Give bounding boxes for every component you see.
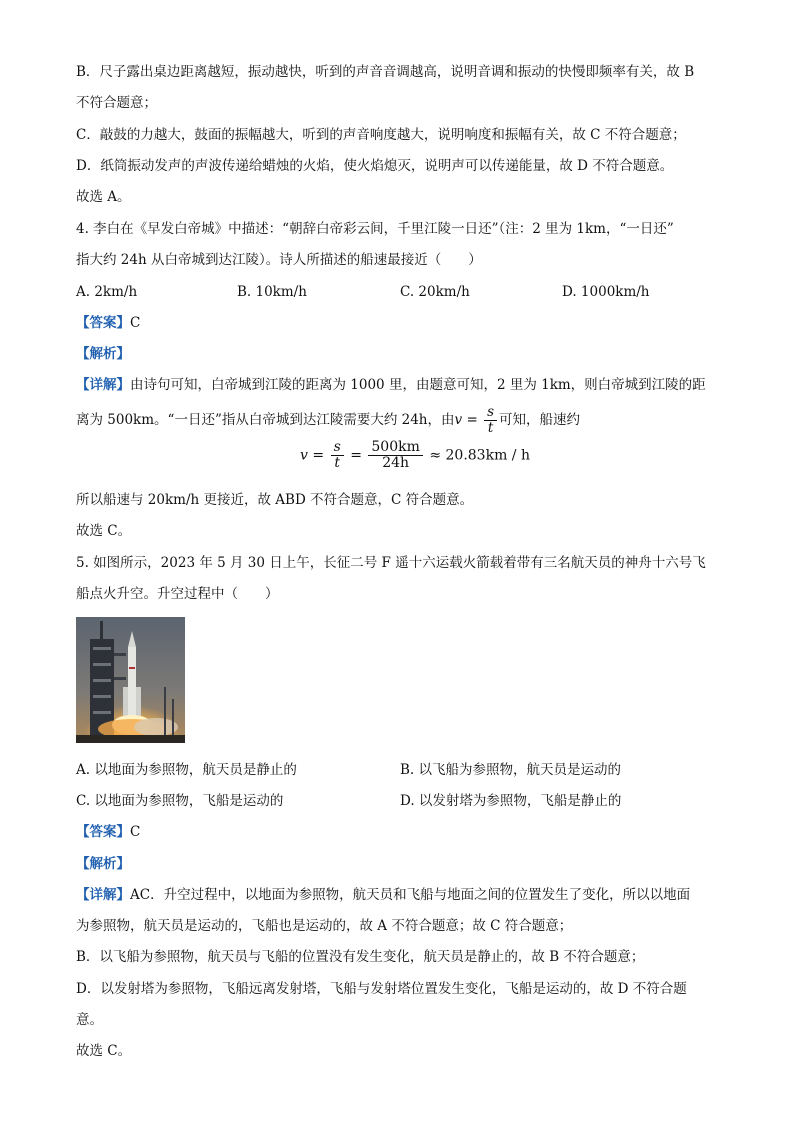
answer-tag: 【答案】 [76, 315, 130, 331]
answer-value: C [130, 824, 141, 840]
q4-stem-line1: 4. 李白在《早发白帝城》中描述：“朝辞白帝彩云间，千里江陵一日还”（注：2 里为 1km，“一日还” [76, 221, 674, 237]
detail-text: 由诗句可知，白帝城到江陵的距离为 1000 里，由题意可知，2 里为 1km，则白帝城到江陵的距 [130, 377, 706, 393]
q4-option-b: B. 10km/h [237, 284, 307, 300]
fraction-numerator: s [484, 405, 497, 421]
fraction-numerator: s [331, 440, 344, 456]
q5-option-a: A. 以地面为参照物，航天员是静止的 [76, 762, 297, 778]
q3-option-b-analysis-line1: B．尺子露出桌边距离越短，振动越快，听到的声音音调越高，说明音调和振动的快慢即频率有关，故 B [76, 64, 695, 80]
formula-result: ≈ 20.83km / h [424, 447, 530, 464]
q5-analysis-heading [76, 855, 130, 873]
fraction-denominator: t [334, 455, 340, 471]
q4-option-d: D. 1000km/h [562, 284, 650, 300]
q4-option-a: A. 2km/h [76, 284, 138, 300]
answer-tag: 【答案】 [76, 824, 130, 840]
detail-text: 可知，船速约 [499, 412, 580, 428]
formula-v: v [300, 447, 308, 464]
q5-stem-line1: 5. 如图所示，2023 年 5 月 30 日上午，长征二号 F 遥十六运载火箭载着带有三名航天员的神舟十六号飞 [76, 555, 706, 571]
q5-detail-line5: 意。 [76, 1012, 103, 1028]
detail-tag: 【详解】 [76, 887, 130, 903]
q5-stem-line2: 船点火升空。升空过程中（ ） [76, 586, 279, 602]
formula-equals: = [345, 447, 367, 464]
fraction-numerator: 500km [368, 440, 422, 456]
q4-detail-line3: 所以船速与 20km/h 更接近，故 ABD 不符合题意，C 符合题意。 [76, 492, 474, 508]
q5-option-b: B. 以飞船为参照物，航天员是运动的 [400, 762, 622, 778]
fraction-denominator: 24h [382, 455, 410, 471]
rocket-launch-photo [76, 617, 185, 743]
q4-detail-line2 [76, 405, 580, 436]
q5-detail-line4: D．以发射塔为参照物，飞船远离发射塔，飞船与发射塔位置发生变化，飞船是运动的，故 D 不符合题 [76, 981, 687, 997]
q5-detail-line3: B．以飞船为参照物，航天员与飞船的位置没有发生变化，航天员是静止的，故 B 不符合题意； [76, 949, 645, 965]
q4-option-c: C. 20km/h [400, 284, 470, 300]
q4-detail-line1 [76, 376, 706, 394]
detail-text: 离为 500km。“一日还”指从白帝城到达江陵需要大约 24h，由 [76, 412, 455, 428]
detail-tag: 【详解】 [76, 377, 130, 393]
inline-fraction [484, 405, 497, 436]
q4-stem-line2: 指大约 24h 从白帝城到达江陵）。诗人所描述的船速最接近（ ） [76, 252, 482, 268]
equals-sign: = [462, 412, 483, 428]
answer-value: C [130, 315, 141, 331]
q3-option-b-analysis-line2: 不符合题意； [76, 95, 157, 111]
fraction-denominator: t [487, 420, 494, 436]
q4-analysis-heading [76, 345, 130, 363]
q5-detail-line1 [76, 886, 690, 904]
q5-detail-line2: 为参照物，航天员是运动的，飞船也是运动的，故 A 不符合题意；故 C 符合题意； [76, 918, 573, 934]
analysis-tag: 【解析】 [76, 346, 130, 362]
q5-option-c: C. 以地面为参照物，飞船是运动的 [76, 793, 284, 809]
q4-answer [76, 314, 140, 332]
formula-fraction-st [331, 440, 344, 471]
q3-option-c-analysis: C．敲鼓的力越大，鼓面的振幅越大，听到的声音响度越大，说明响度和振幅有关，故 C 不符合题意； [76, 127, 686, 143]
analysis-tag: 【解析】 [76, 856, 130, 872]
q5-answer [76, 823, 140, 841]
q3-final-choice: 故选 A。 [76, 189, 131, 205]
formula-equals: = [307, 447, 329, 464]
speed-formula [300, 440, 530, 471]
detail-text: AC．升空过程中，以地面为参照物，航天员和飞船与地面之间的位置发生了变化，所以以地面 [130, 887, 691, 903]
q3-option-d-analysis: D．纸筒振动发声的声波传递给蜡烛的火焰，使火焰熄灭，说明声可以传递能量，故 D 不符合题意。 [76, 158, 674, 174]
formula-fraction-values [368, 440, 422, 471]
q5-final-choice: 故选 C。 [76, 1043, 132, 1059]
velocity-symbol: v [454, 412, 463, 428]
q4-final-choice: 故选 C。 [76, 523, 132, 539]
q5-option-d: D. 以发射塔为参照物，飞船是静止的 [400, 793, 622, 809]
